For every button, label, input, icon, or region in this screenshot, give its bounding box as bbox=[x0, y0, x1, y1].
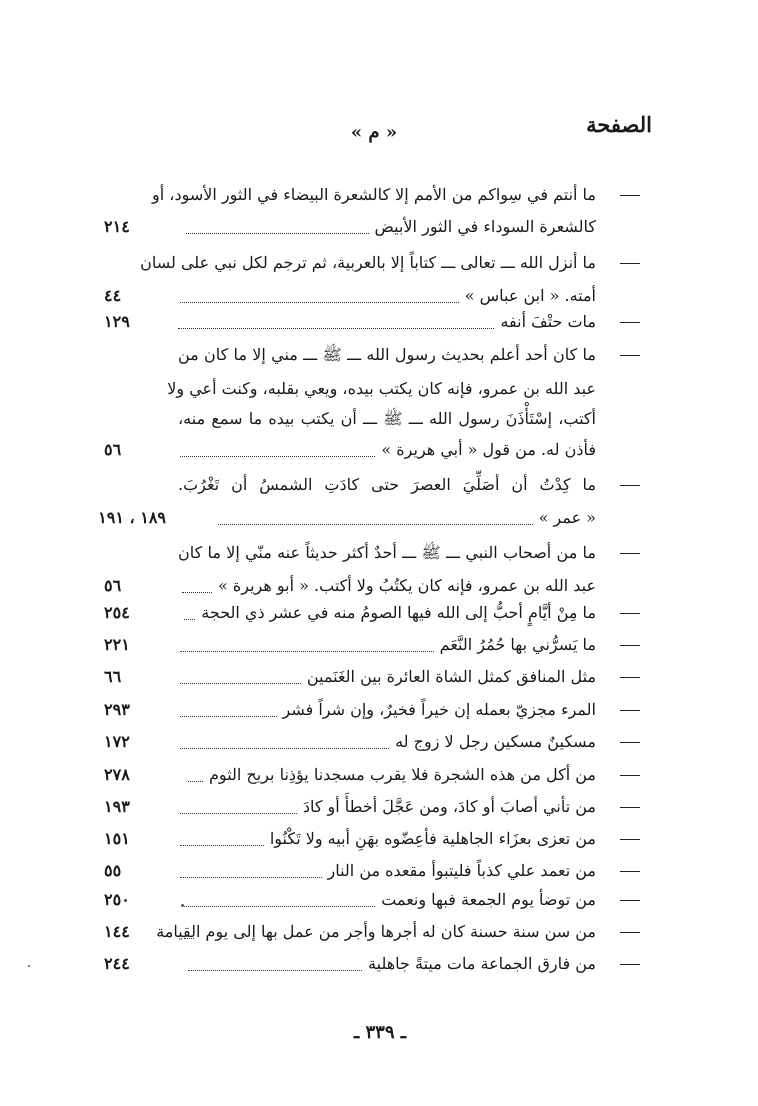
entry-text-line: عبد الله بن عمرو، فإنه كان يكتب بيده، ويعي بقلبه، وكنت أعي ولا bbox=[167, 379, 596, 398]
entry-dash bbox=[620, 263, 640, 264]
entry-text-line: من سن سنة حسنة كان له أجرها وأجر من عمل بها إلى يوم القيامة bbox=[156, 922, 596, 941]
page-reference: ٢٧٨ bbox=[104, 765, 130, 784]
entry-text-line: ما مِنْ أيَّامٍ أحبُّ إلى الله فيها الصومُ منه في عشر ذي الحجة bbox=[201, 603, 596, 622]
entry-dash bbox=[620, 900, 640, 901]
entry-text-line: المرء مجزيّ بعمله إن خيراً فخيرٌ، وإن شراً فشر bbox=[282, 700, 596, 719]
entry-text-line: مسكينٌ مسكين رجل لا زوج له bbox=[395, 732, 596, 751]
entry-dash bbox=[620, 613, 640, 614]
dot-leader bbox=[218, 524, 533, 525]
dot-leader bbox=[180, 716, 277, 717]
dot-leader bbox=[180, 302, 459, 303]
entry-text-line: ما من أصحاب النبي ـــ ﷺ ـــ أحدٌ أكثر حديثاً عنه منّي إلا ما كان bbox=[178, 543, 596, 562]
entry-text-line: من فارق الجماعة مات ميتةً جاهلية bbox=[368, 954, 596, 973]
dot-leader bbox=[180, 683, 301, 684]
section-letter-heading: « م » bbox=[350, 122, 398, 143]
page-reference: ٥٥ bbox=[104, 861, 122, 880]
dot-leader bbox=[184, 938, 194, 939]
entry-text-line: ما أنزل الله ـــ تعالى ـــ كتاباً إلا بالعربية، ثم ترجم لكل نبي على لسان bbox=[140, 253, 596, 272]
page-reference: ١٩٣ bbox=[104, 797, 130, 816]
dot-leader bbox=[178, 328, 494, 329]
entry-dash bbox=[620, 195, 640, 196]
entry-dash bbox=[620, 932, 640, 933]
entry-text-line: ما أنتم في سِواكم من الأمم إلا كالشعرة البيضاء في الثور الأسود، أو bbox=[152, 185, 596, 204]
page-reference: ٤٤ bbox=[104, 286, 122, 305]
dot-leader bbox=[180, 813, 297, 814]
entry-dash bbox=[620, 807, 640, 808]
entry-text-line: أمته. « ابن عباس » bbox=[464, 286, 596, 305]
entry-text-line: من أكل من هذه الشجرة فلا يقرب مسجدنا يؤذِنا بريح الثوم bbox=[209, 765, 596, 784]
entry-dash bbox=[620, 964, 640, 965]
entry-text-line: من تعزى بعزَاء الجاهلية فأعِضّوه بهَنِ أبيه ولا تَكْنُوا bbox=[269, 829, 596, 848]
entry-dash bbox=[620, 871, 640, 872]
entry-text-line: من تعمد علي كذباً فليتبوأ مقعده من النار bbox=[327, 861, 596, 880]
entry-dash bbox=[620, 553, 640, 554]
scan-speck bbox=[181, 904, 184, 907]
entry-text-line: عبد الله بن عمرو، فإنه كان يكتُبُ ولا أكتب. « أبو هريرة » bbox=[218, 576, 596, 595]
page-reference: ٥٦ bbox=[104, 576, 122, 595]
dot-leader bbox=[180, 456, 375, 457]
page-reference: ٦٦ bbox=[104, 667, 122, 686]
dot-leader bbox=[180, 845, 264, 846]
entry-dash bbox=[620, 645, 640, 646]
entry-dash bbox=[620, 742, 640, 743]
page-reference: ٢١٤ bbox=[104, 217, 130, 236]
entry-dash bbox=[620, 775, 640, 776]
dot-leader bbox=[184, 619, 195, 620]
dot-leader bbox=[180, 877, 322, 878]
dot-leader bbox=[186, 233, 369, 234]
page-column-title: الصفحة bbox=[586, 112, 652, 137]
entry-dash bbox=[620, 839, 640, 840]
entry-dash bbox=[620, 710, 640, 711]
entry-text-line: ما كِدْتُ أن أصَلِّيَ العصرَ حتى كادَتِ الشمسُ أن تَغْرُبَ. bbox=[178, 475, 596, 494]
page-reference: ١٨٩ ، ١٩١ bbox=[98, 508, 166, 527]
entry-dash bbox=[620, 677, 640, 678]
dot-leader bbox=[188, 970, 362, 971]
page-reference: ١٧٢ bbox=[104, 732, 130, 751]
page-reference: ٢٢١ bbox=[104, 635, 130, 654]
entry-dash bbox=[620, 322, 640, 323]
dot-leader bbox=[180, 651, 434, 652]
page-reference: ١٢٩ bbox=[104, 312, 130, 331]
page-reference: ٢٤٤ bbox=[104, 954, 130, 973]
entry-dash bbox=[620, 355, 640, 356]
entry-text-line: فأذن له. من قول « أبي هريرة » bbox=[381, 440, 596, 459]
entry-text-line: « عمر » bbox=[538, 508, 596, 527]
entry-text-line: مثل المنافق كمثل الشاة العائرة بين الغَنَمين bbox=[306, 667, 596, 686]
page-reference: ٢٥٠ bbox=[104, 890, 130, 909]
page-reference: ٥٦ bbox=[104, 440, 122, 459]
entry-text-line: كالشعرة السوداء في الثور الأبيض bbox=[374, 217, 596, 236]
entry-text-line: ما كان أحد أعلم بحديث رسول الله ـــ ﷺ ـــ مني إلا ما كان من bbox=[178, 345, 596, 364]
dot-leader bbox=[182, 592, 212, 593]
dot-leader bbox=[180, 748, 389, 749]
entry-text-line: مات حتْفَ أنفه bbox=[500, 312, 596, 331]
page-reference: ٢٥٤ bbox=[104, 603, 130, 622]
entry-text-line: من تأني أصابَ أو كادَ، ومن عَجَّلَ أخطأَ أو كادَ bbox=[302, 797, 596, 816]
entry-dash bbox=[620, 485, 640, 486]
page-reference: ٢٩٣ bbox=[104, 700, 130, 719]
scan-speck bbox=[28, 965, 30, 967]
entry-text-line: من توضأ يوم الجمعة فبها ونعمت bbox=[381, 890, 596, 909]
dot-leader bbox=[184, 906, 375, 907]
page-number: ـ ٣٣٩ ـ bbox=[353, 1022, 407, 1043]
page-reference: ١٥١ bbox=[104, 829, 130, 848]
dot-leader bbox=[188, 781, 203, 782]
page-reference: ١٤٤ bbox=[104, 922, 130, 941]
entry-text-line: ما يَسرُّني بها حُمُرُ النَّعَم bbox=[439, 635, 596, 654]
entry-text-line: أكتب، إسْتَأْذَنَ رسول الله ـــ ﷺ ـــ أن يكتب بيده ما سمع منه، bbox=[178, 409, 596, 428]
